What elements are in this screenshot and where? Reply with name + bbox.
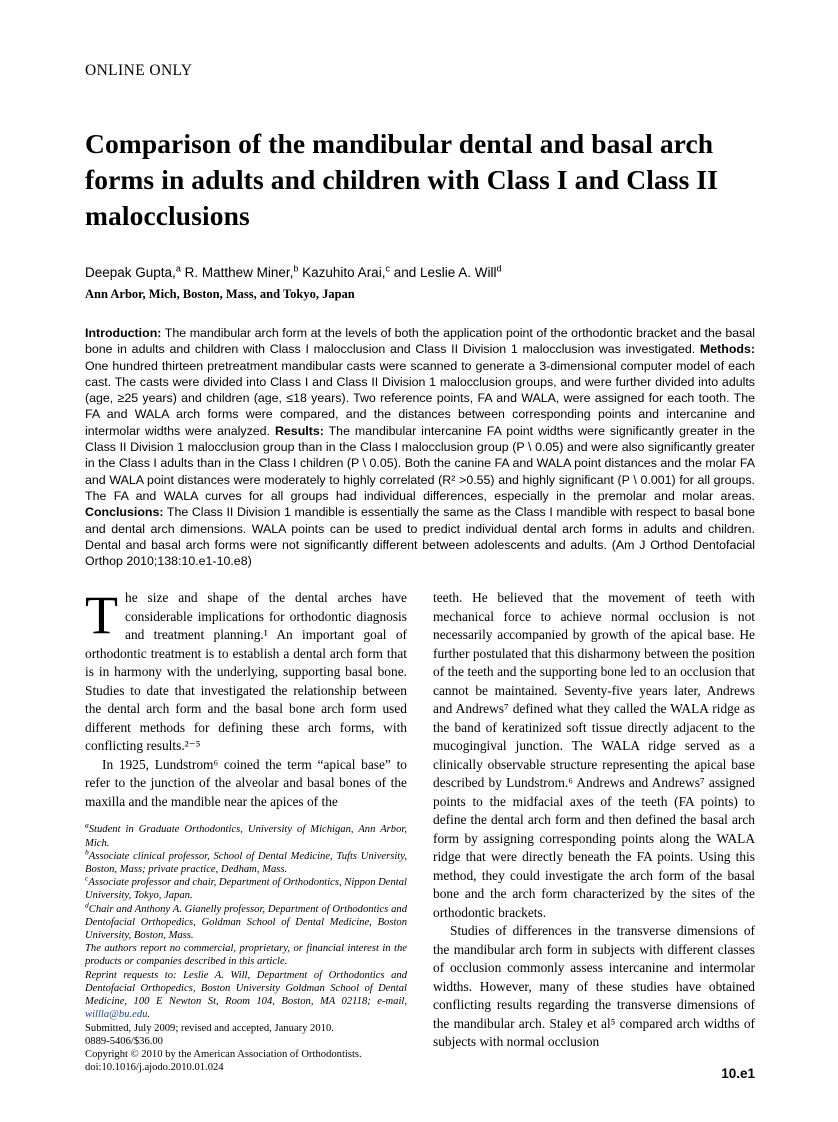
abstract-label-conclusions: Conclusions: [85, 505, 164, 520]
author-affil-mark: c [385, 263, 390, 274]
abstract-text-methods: One hundred thirteen pretreatment mandibular casts were scanned to generate a 3-dimensional computer model of each cast. The casts were divided into Class I and Class II Division 1 malocclusion groups, and were further divided into adults (age, ≥25 years) and children (age, ≤18 years). Two reference points, FA and WALA, were assigned for each tooth. The FA and WALA arch forms were compared, and the distances between corresponding points and intercanine and intermolar widths were analyzed. [85, 358, 755, 438]
footnote-affiliation-a: $^a$Student in Graduate Orthodontics, University of Michigan, Ann Arbor, Mich. [85, 820, 407, 849]
section-label: ONLINE ONLY [85, 62, 193, 79]
authors-line [85, 264, 755, 281]
footnote-affiliation-c: $^c$Associate professor and chair, Department of Orthodontics, Nippon Dental University, Tokyo, Japan. [85, 873, 407, 902]
email-link[interactable]: willla@bu.edu [85, 1009, 148, 1021]
body-paragraph-1 [85, 585, 407, 756]
author-name: and Leslie A. Will [389, 265, 497, 280]
body-paragraph-4: Studies of differences in the transverse dimensions of the mandibular arch form in subjects with different classes of occlusion commonly assess intercanine and intermolar widths. However, many of these studies have obtained conflicting results regarding the transverse dimensions of the mandibular arch. Staley et al⁵ compared arch widths of subjects with normal occlusion [433, 923, 755, 1050]
footnotes-block [85, 820, 407, 1074]
left-column [85, 585, 407, 1074]
body-paragraph-2: In 1925, Lundstrom⁶ coined the term “apical base” to refer to the junction of the alveolar and basal bones of the maxilla and the mandible near the apices of the [85, 756, 407, 809]
footnote-affiliation-d: $^d$Chair and Anthony A. Gianelly professor, Department of Orthodontics and Dentofacial Orthopedics, Goldman School of Dental Medicine, Boston University, Boston, Mass. [85, 900, 407, 942]
footnote-issn-price: 0889-5406/$36.00 [85, 1035, 163, 1047]
author-affil-mark: d [496, 263, 502, 274]
abstract [85, 325, 755, 569]
author-name: R. Matthew Miner, [180, 265, 294, 280]
footnote-reprint-requests: Reprint requests to: Leslie A. Will, Department of Orthodontics and Dentofacial Orthopedics, Boston University Goldman School of Dental Medicine, 100 E Newton St, Room 104, Boston, MA 02118; e-mail, willla@bu.edu. [85, 969, 407, 1021]
footnote-mark: c [85, 873, 89, 883]
author-name: Deepak Gupta, [85, 265, 176, 280]
abstract-text-results: The mandibular intercanine FA point widths were significantly greater in the Class II Division 1 malocclusion group than in the Class I malocclusion group (P \ 0.05) and were also significantly greater in the Class I adults than in the Class I children (P \ 0.05). Both the canine FA and WALA point distances and the molar FA and WALA point distances were moderately to highly correlated (R² >0.55) and highly significant (P \ 0.001) for all groups. The FA and WALA curves for all groups had individual differences, especially in the premolar and molar areas. [85, 423, 755, 503]
abstract-text-introduction: The mandibular arch form at the levels of both the application point of the orthodontic bracket and the basal bone in adults and children with Class I malocclusion and Class II Division 1 malocclusion was investigated. [85, 326, 755, 357]
footnote-doi: doi:10.1016/j.ajodo.2010.01.024 [85, 1062, 224, 1074]
right-column [433, 589, 755, 1074]
abstract-label-introduction: Introduction: [85, 326, 162, 340]
page-number: 10.e1 [721, 1066, 755, 1081]
author-affil-mark: a [175, 263, 181, 274]
body-paragraph-3: teeth. He believed that the movement of teeth with mechanical force to achieve normal occlusion is not necessarily accompanied by growth of the apical base. He further postulated that this disharmony between the position of the teeth and the supporting bone led to an occlusion that cannot be maintained. Seventy-five years later, Andrews and Andrews⁷ defined what they called the WALA ridge as the band of keratinized soft tissue directly adjacent to the mucogingival junction. The WALA ridge served as a clinically observable structure representing the apical base described by Lundstrom.⁶ Andrews and Andrews⁷ assigned points to the midfacial axes of the teeth (FA points) to define the dental arch form and then defined the basal arch form by assigning corresponding points along the WALA ridge that were directly beneath the FA points. Using this method, they could investigate the arch form of the basal bone and the arch form characterized by the sites of the orthodontic brackets. [433, 590, 755, 920]
affiliations-line: Ann Arbor, Mich, Boston, Mass, and Tokyo, Japan [85, 287, 355, 301]
footnote-mark: a [85, 820, 89, 830]
footnote-submitted: Submitted, July 2009; revised and accepted, January 2010. [85, 1022, 334, 1034]
article-title: Comparison of the mandibular dental and basal arch forms in adults and children with Class I and Class II malocclusions [85, 128, 718, 231]
body-paragraph-1-text: he size and shape of the dental arches have considerable implications for orthodontic diagnosis and treatment planning.¹ An important goal of orthodontic treatment is to establish a dental arch form that is in harmony with the underlying, supporting basal bone. Studies to date that investigated the relationship between the dental arch form and the basal bone arch form used different methods for defining these arch forms, with conflicting results.²⁻⁵ [85, 590, 407, 754]
footnote-disclosure: The authors report no commercial, proprietary, or financial interest in the products or companies described in this article. [85, 943, 407, 968]
footnote-copyright: Copyright © 2010 by the American Association of Orthodontists. [85, 1048, 362, 1060]
abstract-label-methods: Methods: [699, 342, 755, 357]
abstract-label-results: Results: [274, 423, 324, 438]
footnote-mark: b [85, 847, 89, 857]
author-name: Kazuhito Arai, [298, 265, 386, 280]
footnote-mark: d [85, 900, 89, 910]
body-columns [85, 585, 755, 1074]
abstract-text-conclusions: The Class II Division 1 mandible is essentially the same as the Class I mandible with respect to basal bone and dental arch dimensions. WALA points can be used to predict individual dental arch forms in adults and children. Dental and basal arch forms were not significantly different between adolescents and adults. (Am J Orthod Dentofacial Orthop 2010;138:10.e1-10.e8) [85, 505, 755, 569]
dropcap: T [85, 585, 118, 646]
footnote-affiliation-b: $^b$Associate clinical professor, School of Dental Medicine, Tufts University, Boston, Mass; private practice, Dedham, Mass. [85, 847, 407, 876]
author-affil-mark: b [293, 263, 299, 274]
